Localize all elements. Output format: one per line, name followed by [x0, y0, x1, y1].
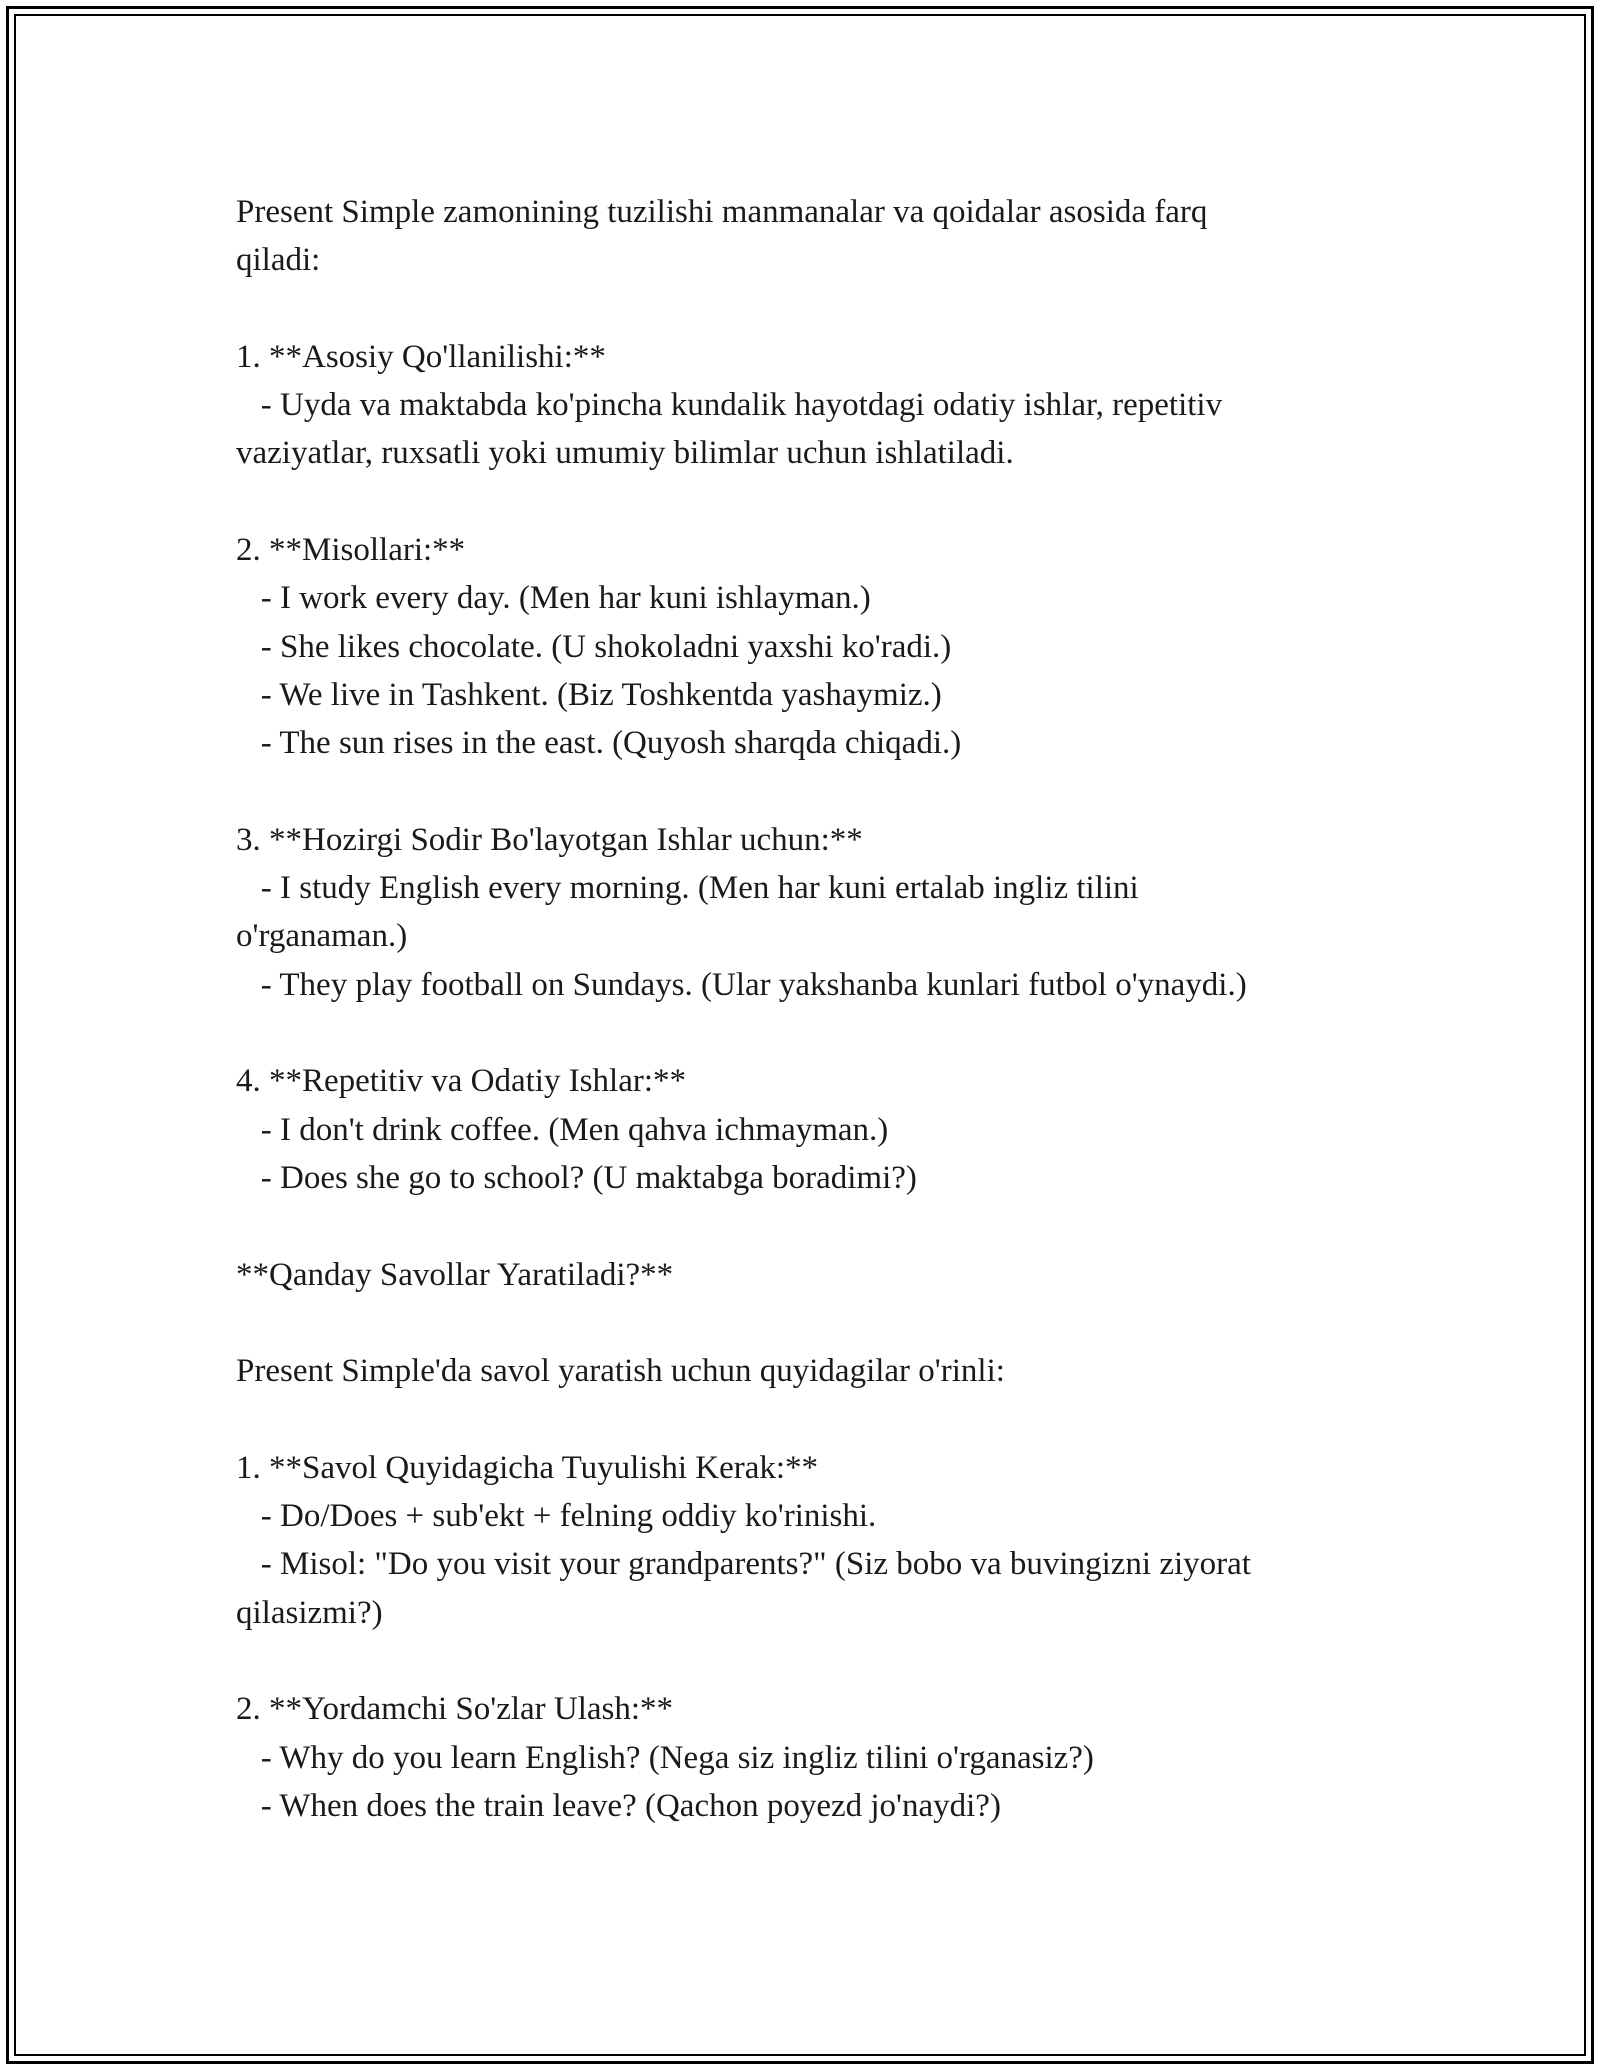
section-examples — [236, 526, 1376, 767]
section-heading: 4. **Repetitiv va Odatiy Ishlar:** — [236, 1063, 686, 1100]
list-item: - I study English every morning. (Men har kuni ertalab ingliz tilini — [236, 870, 1139, 907]
blank-line — [236, 1299, 1376, 1347]
list-item: - Does she go to school? (U maktabga boradimi?) — [236, 1159, 917, 1196]
text-line: o'rganaman.) — [236, 918, 408, 955]
section-current-actions — [236, 816, 1376, 1009]
section-heading: 2. **Yordamchi So'zlar Ulash:** — [236, 1691, 674, 1728]
list-item: - Misol: "Do you visit your grandparents?" (Siz bobo va buvingizni ziyorat — [236, 1546, 1251, 1583]
list-item: - Why do you learn English? (Nega siz ingliz tilini o'rganasiz?) — [236, 1739, 1094, 1776]
text-line: Present Simple zamonining tuzilishi manmanalar va qoidalar asosida farq — [236, 194, 1208, 230]
questions-heading: **Qanday Savollar Yaratiladi?** — [236, 1256, 674, 1293]
intro-paragraph — [236, 188, 1376, 285]
blank-line — [236, 1637, 1376, 1685]
section-heading: 1. **Asosiy Qo'llanilishi:** — [236, 338, 606, 375]
section-repetitive — [236, 1057, 1376, 1202]
section-question-form — [236, 1444, 1376, 1637]
list-item: - She likes chocolate. (U shokoladni yaxshi ko'radi.) — [236, 628, 952, 665]
text-line: vaziyatlar, ruxsatli yoki umumiy bilimlar uchun ishlatiladi. — [236, 435, 1014, 472]
blank-line — [236, 285, 1376, 333]
document-body — [236, 188, 1376, 1830]
list-item: - We live in Tashkent. (Biz Toshkentda yashaymiz.) — [236, 676, 942, 713]
text-line: qiladi: — [236, 242, 321, 279]
list-item: - I don't drink coffee. (Men qahva ichmayman.) — [236, 1111, 889, 1148]
blank-line — [236, 478, 1376, 526]
blank-line — [236, 768, 1376, 816]
text-line: qilasizmi?) — [236, 1594, 383, 1631]
list-item: - When does the train leave? (Qachon poyezd jo'naydi?) — [236, 1787, 1001, 1824]
section-usage — [236, 333, 1376, 478]
section-heading: 1. **Savol Quyidagicha Tuyulishi Kerak:** — [236, 1449, 819, 1486]
section-question-words — [236, 1685, 1376, 1830]
section-heading: 3. **Hozirgi Sodir Bo'layotgan Ishlar uchun:** — [236, 821, 863, 858]
list-item: - The sun rises in the east. (Quyosh sharqda chiqadi.) — [236, 725, 962, 762]
list-item: - I work every day. (Men har kuni ishlayman.) — [236, 580, 871, 617]
text-line: - Uyda va maktabda ko'pincha kundalik hayotdagi odatiy ishlar, repetitiv — [236, 387, 1223, 424]
blank-line — [236, 1395, 1376, 1443]
section-heading: 2. **Misollari:** — [236, 532, 466, 569]
blank-line — [236, 1202, 1376, 1250]
list-item: - Do/Does + sub'ekt + felning oddiy ko'rinishi. — [236, 1498, 877, 1535]
questions-intro: Present Simple'da savol yaratish uchun quyidagilar o'rinli: — [236, 1353, 1005, 1390]
list-item: - They play football on Sundays. (Ular yakshanba kunlari futbol o'ynaydi.) — [236, 966, 1247, 1003]
blank-line — [236, 1009, 1376, 1057]
